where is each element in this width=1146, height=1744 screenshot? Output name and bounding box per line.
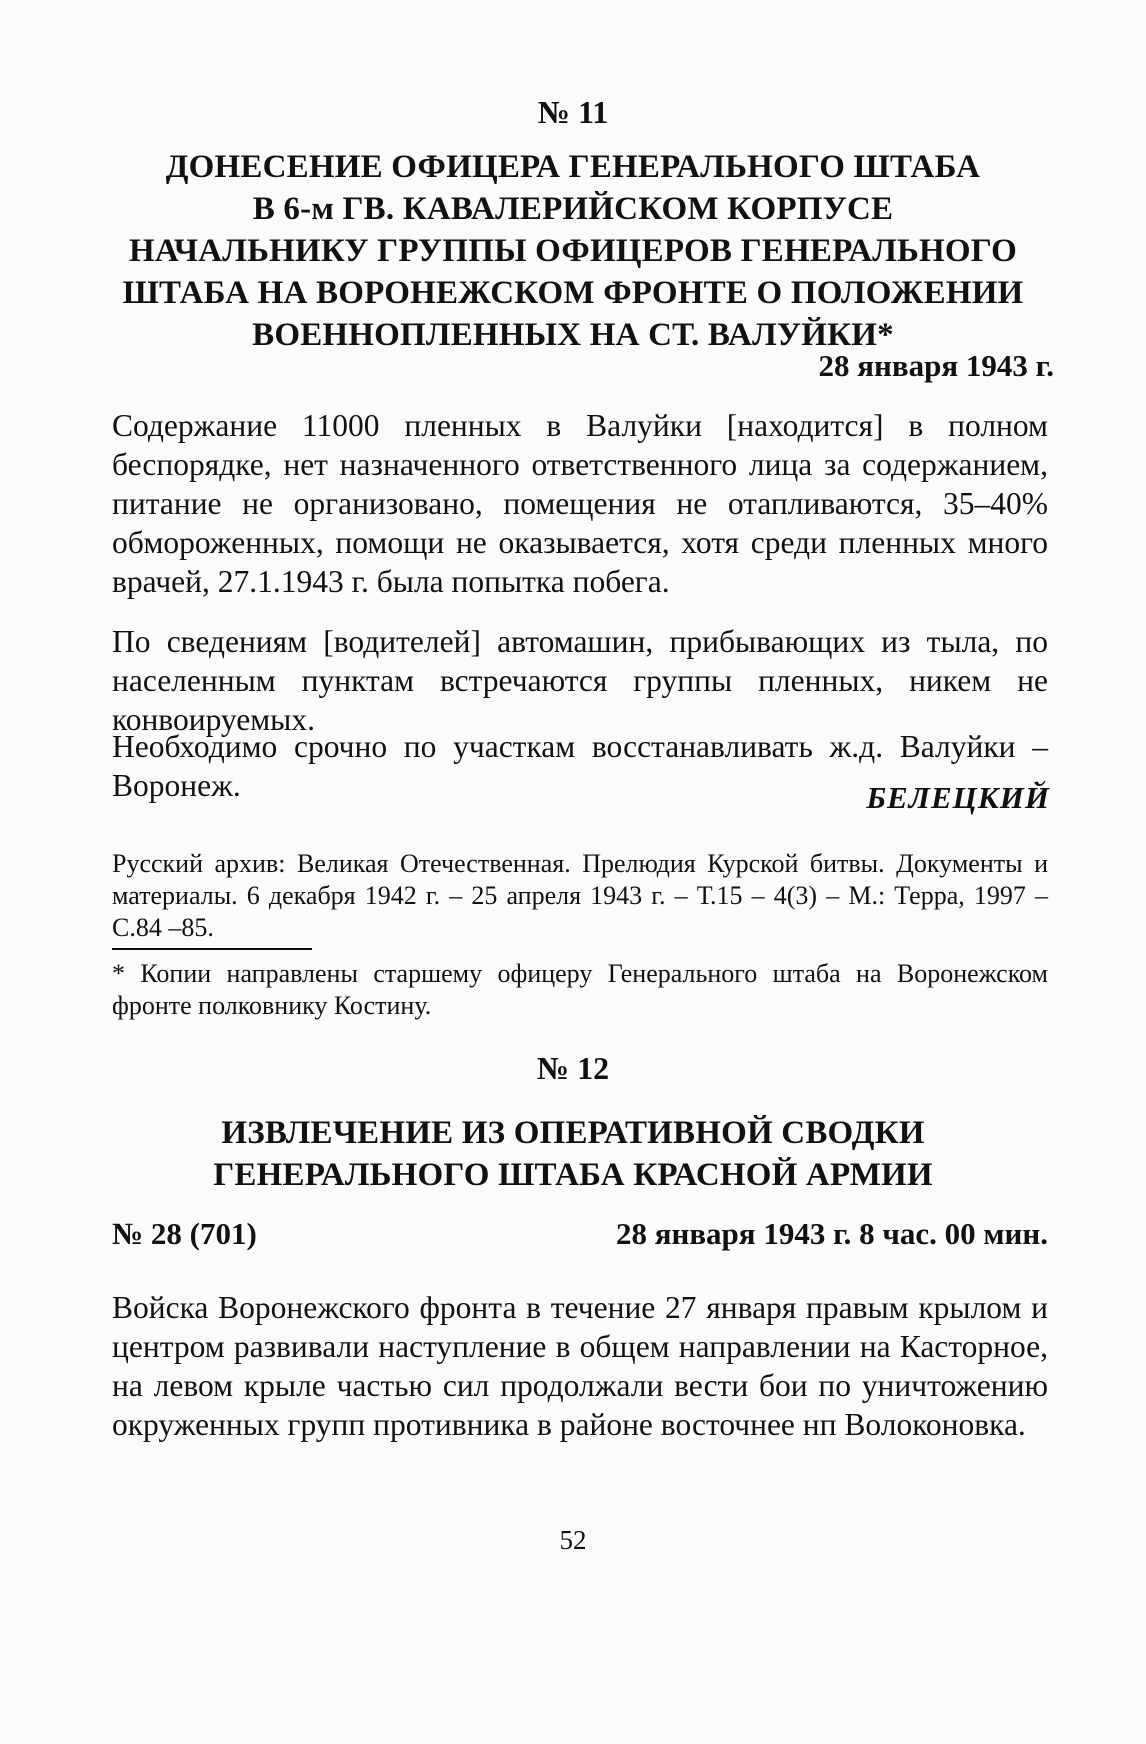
doc12-summary-datetime: 28 января 1943 г. 8 час. 00 мин. bbox=[615, 1216, 1048, 1251]
footnote-divider bbox=[112, 948, 312, 950]
doc12-summary-number: № 28 (701) bbox=[112, 1216, 257, 1251]
doc11-title-line: ДОНЕСЕНИЕ ОФИЦЕРА ГЕНЕРАЛЬНОГО ШТАБА bbox=[165, 149, 981, 185]
doc11-title-line: НАЧАЛЬНИКУ ГРУППЫ ОФИЦЕРОВ ГЕНЕРАЛЬНОГО bbox=[128, 233, 1018, 269]
doc11-footnote: * Копии направлены старшему офицеру Генерального штаба на Воронежском фронте полковнику Костину. bbox=[112, 959, 1048, 1020]
doc11-title-line: ШТАБА НА ВОРОНЕЖСКОМ ФРОНТЕ О ПОЛОЖЕНИИ bbox=[122, 275, 1024, 311]
doc12-summary-header bbox=[112, 1216, 1048, 1252]
doc11-title bbox=[90, 146, 1056, 356]
doc11-paragraph: Содержание 11000 пленных в Валуйки [находится] в полном беспорядке, нет назначенного ответственного лица за содержанием, питание не организовано, помещения не отапливаются, 35–40% обмороженных, помощи не оказывается, хотя среди пленных много врачей, 27.1.1943 г. была попытка побега. bbox=[112, 408, 1048, 599]
doc11-paragraph: По сведениям [водителей] автомашин, прибывающих из тыла, по населенным пунктам встречаются группы пленных, никем не конвоируемых. bbox=[112, 624, 1048, 737]
page-number: 52 bbox=[559, 1525, 587, 1555]
doc12-number: № 12 bbox=[536, 1050, 610, 1086]
doc11-source-citation: Русский архив: Великая Отечественная. Прелюдия Курской битвы. Документы и материалы. 6 декабря 1942 г. – 25 апреля 1943 г. – Т.15 – 4(3) – М.: Терра, 1997 – С.84 –85. bbox=[112, 849, 1048, 942]
doc11-title-line: ВОЕННОПЛЕННЫХ НА СТ. ВАЛУЙКИ* bbox=[252, 317, 894, 353]
doc12-title bbox=[90, 1112, 1056, 1196]
doc11-date: 28 января 1943 г. bbox=[818, 348, 1054, 383]
doc12-title-line: ИЗВЛЕЧЕНИЕ ИЗ ОПЕРАТИВНОЙ СВОДКИ bbox=[221, 1115, 925, 1151]
doc11-title-line: В 6-м ГВ. КАВАЛЕРИЙСКОМ КОРПУСЕ bbox=[252, 191, 894, 227]
doc11-number: № 11 bbox=[537, 94, 609, 130]
doc11-signature: БЕЛЕЦКИЙ bbox=[866, 780, 1050, 815]
doc12-paragraph: Войска Воронежского фронта в течение 27 января правым крылом и центром развивали наступление в общем направлении на Касторное, на левом крыле частью сил продолжали вести бои по уничтожению окруженных групп противника в районе восточнее нп Волоконовка. bbox=[112, 1290, 1048, 1442]
doc12-title-line: ГЕНЕРАЛЬНОГО ШТАБА КРАСНОЙ АРМИИ bbox=[213, 1157, 933, 1193]
doc11-paragraph: Необходимо срочно по участкам восстанавливать ж.д. Валуйки – Воронеж. bbox=[112, 729, 1048, 803]
